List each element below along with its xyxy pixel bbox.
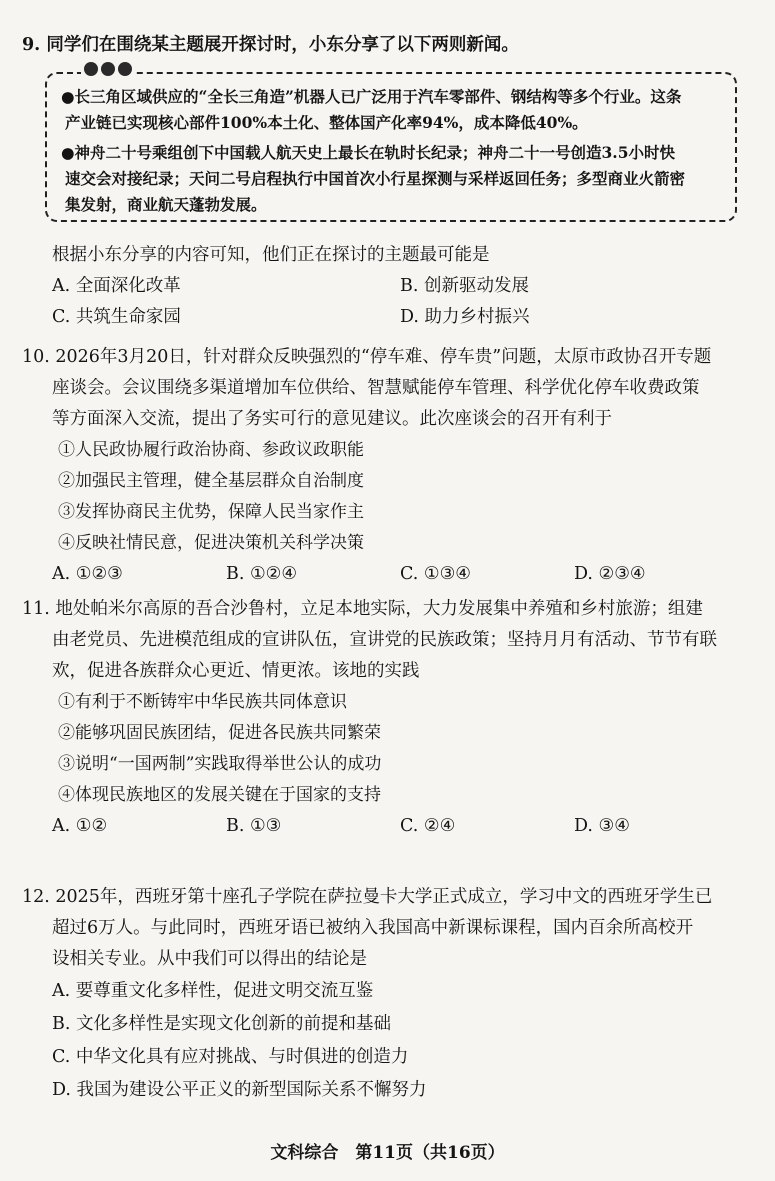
option-c[interactable]: C. ①③④ xyxy=(400,564,471,584)
question-9-prompt: 根据小东分享的内容可知，他们正在探讨的主题最可能是 xyxy=(52,245,490,265)
question-11-stem-2: 由老党员、先进模范组成的宣讲队伍，宣讲党的民族政策；坚持月月有活动、节节有联 xyxy=(52,630,717,650)
question-10 xyxy=(22,342,757,590)
question-10-statement-1: ①人民政协履行政治协商、参政议政职能 xyxy=(58,440,364,460)
news-item-1-line-1: ●长三角区域供应的“全长三角造”机器人已广泛用于汽车零部件、钢结构等多个行业。这条 xyxy=(61,87,682,106)
question-11 xyxy=(22,594,757,842)
option-a[interactable]: A. ①② xyxy=(52,816,108,836)
option-c[interactable]: C. ②④ xyxy=(400,816,456,836)
option-d[interactable]: D. ③④ xyxy=(574,816,630,836)
question-10-options xyxy=(22,559,757,590)
news-box xyxy=(45,72,737,222)
option-b[interactable]: B. ①②④ xyxy=(226,564,298,584)
question-10-statement-3: ③发挥协商民主优势，保障人民当家作主 xyxy=(58,502,364,522)
option-a[interactable]: A. ①②③ xyxy=(52,564,123,584)
option-c[interactable]: C. 中华文化具有应对挑战、与时俱进的创造力 xyxy=(52,1047,409,1067)
question-9-options-row-2 xyxy=(22,302,757,333)
question-11-stem-1: 11. 地处帕米尔高原的吾合沙鲁村，立足本地实际，大力发展集中养殖和乡村旅游；组建 xyxy=(22,599,703,619)
option-a[interactable]: A. 全面深化改革 xyxy=(52,276,181,296)
question-10-stem-1: 10. 2026年3月20日，针对群众反映强烈的“停车难、停车贵”问题，太原市政协召开专题 xyxy=(22,347,712,367)
question-10-statement-4: ④反映社情民意，促进决策机关科学决策 xyxy=(58,533,364,553)
question-9-stem: 9. 同学们在围绕某主题展开探讨时，小东分享了以下两则新闻。 xyxy=(22,35,519,55)
question-12-stem-2: 超过6万人。与此同时，西班牙语已被纳入我国高中新课标课程，国内百余所高校开 xyxy=(52,918,694,938)
news-item-2 xyxy=(61,140,723,218)
question-10-stem-2: 座谈会。会议围绕多渠道增加车位供给、智慧赋能停车管理、科学优化停车收费政策 xyxy=(52,378,700,398)
option-d[interactable]: D. 我国为建设公平正义的新型国际关系不懈努力 xyxy=(52,1080,427,1100)
question-10-stem-3: 等方面深入交流，提出了务实可行的意见建议。此次座谈会的召开有利于 xyxy=(52,409,612,429)
news-item-2-line-3: 集发射，商业航天蓬勃发展。 xyxy=(65,195,267,214)
news-item-2-line-2: 速交会对接纪录；天问二号启程执行中国首次小行星探测与采样返回任务；多型商业火箭密 xyxy=(65,169,686,188)
question-10-statement-2: ②加强民主管理，健全基层群众自治制度 xyxy=(58,471,364,491)
question-12-stem-3: 设相关专业。从中我们可以得出的结论是 xyxy=(52,949,367,969)
news-item-2-line-1: ●神舟二十号乘组创下中国载人航天史上最长在轨时长纪录；神舟二十一号创造3.5小时快 xyxy=(61,143,675,162)
question-11-statement-1: ①有利于不断铸牢中华民族共同体意识 xyxy=(58,692,347,712)
question-11-statement-3: ③说明“一国两制”实践取得举世公认的成功 xyxy=(58,754,382,774)
news-item-1-line-2: 产业链已实现核心部件100%本土化、整体国产化率94%，成本降低40%。 xyxy=(65,113,588,132)
question-11-options xyxy=(22,811,757,842)
option-a[interactable]: A. 要尊重文化多样性，促进文明交流互鉴 xyxy=(52,981,374,1001)
news-box-dots-icon xyxy=(81,62,135,76)
option-c[interactable]: C. 共筑生命家园 xyxy=(52,307,181,327)
page-footer: 文科综合 第11页（共16页） xyxy=(270,1143,505,1163)
question-12 xyxy=(22,882,757,1107)
question-11-statement-2: ②能够巩固民族团结，促进各民族共同繁荣 xyxy=(58,723,381,743)
question-9-options-row-1 xyxy=(22,271,757,302)
question-12-stem-1: 12. 2025年，西班牙第十座孔子学院在萨拉曼卡大学正式成立，学习中文的西班牙学生已 xyxy=(22,887,713,907)
option-d[interactable]: D. 助力乡村振兴 xyxy=(400,307,530,327)
question-9-body xyxy=(22,240,757,333)
news-item-1 xyxy=(61,84,723,136)
option-d[interactable]: D. ②③④ xyxy=(574,564,646,584)
question-9 xyxy=(22,30,757,61)
option-b[interactable]: B. ①③ xyxy=(226,816,282,836)
option-b[interactable]: B. 文化多样性是实现文化创新的前提和基础 xyxy=(52,1014,391,1034)
option-b[interactable]: B. 创新驱动发展 xyxy=(400,276,529,296)
question-11-statement-4: ④体现民族地区的发展关键在于国家的支持 xyxy=(58,785,381,805)
question-11-stem-3: 欢，促进各族群众心更近、情更浓。该地的实践 xyxy=(52,661,420,681)
